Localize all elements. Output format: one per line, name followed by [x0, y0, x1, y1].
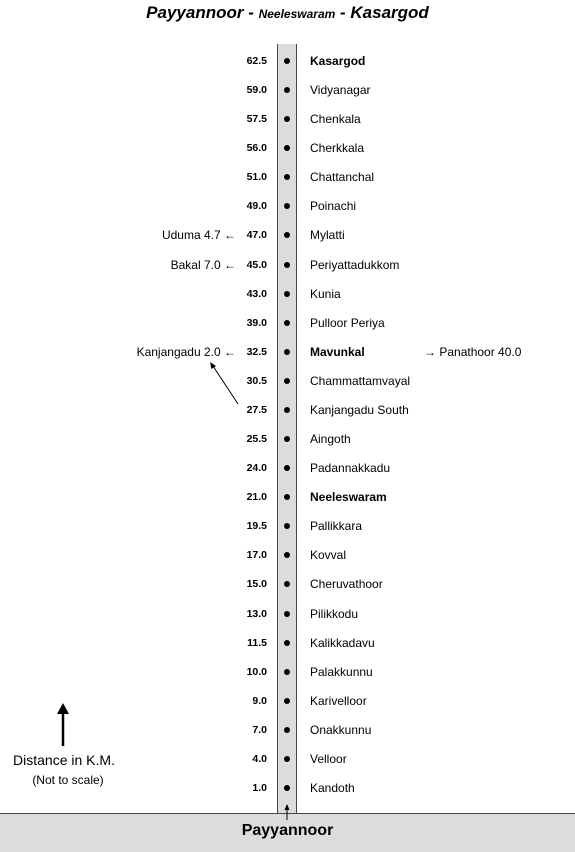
station-distance: 13.0 — [246, 607, 267, 620]
station-dot — [284, 174, 290, 180]
station-name: Padannakkadu — [310, 461, 391, 476]
station-row — [0, 313, 575, 333]
station-dot — [284, 349, 290, 355]
station-dot — [284, 640, 290, 646]
station-row — [0, 720, 575, 740]
station-name: Chattanchal — [310, 170, 375, 185]
branch-left-label: Uduma 4.7 — [161, 228, 221, 243]
station-name: Vidyanagar — [310, 83, 371, 98]
station-row — [0, 574, 575, 594]
station-row — [0, 604, 575, 624]
branch-left — [137, 342, 236, 362]
station-distance: 30.5 — [246, 374, 267, 387]
page-title — [0, 3, 575, 23]
station-name: Mylatti — [310, 228, 345, 243]
branch-right — [424, 342, 521, 362]
station-distance: 11.5 — [247, 636, 267, 649]
station-row — [0, 545, 575, 565]
station-row — [0, 487, 575, 507]
station-row — [0, 167, 575, 187]
station-name: Neeleswaram — [310, 490, 387, 505]
station-name: Pulloor Periya — [310, 315, 385, 330]
station-distance: 9.0 — [252, 694, 267, 707]
station-name: Poinachi — [310, 199, 357, 214]
station-name: Kanjangadu South — [310, 402, 409, 417]
branch-diagonal-arrow-head — [210, 362, 216, 369]
branch-left-label: Kanjangadu 2.0 — [136, 344, 221, 359]
station-dot — [284, 436, 290, 442]
station-name: Onakkunnu — [310, 722, 372, 737]
station-distance: 25.5 — [246, 433, 267, 446]
station-distance: 39.0 — [246, 316, 267, 329]
station-distance: 10.0 — [246, 665, 267, 678]
branch-left-label: Bakal 7.0 — [170, 257, 221, 272]
branch-left — [162, 225, 236, 245]
station-row — [0, 400, 575, 420]
station-name: Aingoth — [310, 432, 351, 447]
station-distance: 24.0 — [246, 462, 267, 475]
title-separator: - — [335, 3, 351, 22]
station-name: Mavunkal — [310, 344, 365, 359]
station-distance: 4.0 — [252, 752, 267, 765]
station-row — [0, 80, 575, 100]
station-dot — [284, 756, 290, 762]
station-name: Kandoth — [310, 781, 355, 795]
origin-label: Payyannoor — [241, 822, 334, 839]
station-name: Kovval — [310, 548, 347, 563]
title-separator: - — [243, 3, 259, 22]
station-row — [0, 255, 575, 275]
station-distance: 43.0 — [246, 287, 267, 300]
station-dot — [284, 145, 290, 151]
station-dot — [284, 58, 290, 64]
station-name: Cheruvathoor — [310, 577, 383, 592]
station-dot — [284, 552, 290, 558]
station-distance: 21.0 — [246, 491, 267, 504]
station-row — [0, 138, 575, 158]
station-dot — [284, 262, 290, 268]
arrow-left-icon: ← — [220, 257, 236, 272]
station-dot — [284, 523, 290, 529]
station-distance: 15.0 — [246, 578, 267, 591]
station-name: Chenkala — [310, 112, 361, 127]
station-dot — [284, 203, 290, 209]
station-dot — [284, 465, 290, 471]
title-from: Payyannoor — [146, 3, 244, 22]
legend-note: (Not to scale) — [32, 773, 104, 787]
station-distance: 62.5 — [246, 55, 267, 67]
station-dot — [284, 87, 290, 93]
title-to: Kasargod — [350, 3, 429, 22]
title-via: Neeleswaram — [258, 7, 336, 21]
station-dot — [284, 378, 290, 384]
station-distance: 32.5 — [246, 345, 267, 358]
station-row — [0, 51, 575, 71]
station-distance: 47.0 — [246, 229, 267, 242]
station-name: Karivelloor — [310, 693, 367, 708]
station-dot — [284, 116, 290, 122]
station-name: Kunia — [310, 286, 341, 301]
station-dot — [284, 581, 290, 587]
station-row — [0, 691, 575, 711]
station-dot — [284, 698, 290, 704]
station-name: Cherkkala — [310, 141, 365, 156]
station-row — [0, 516, 575, 536]
legend-label: Distance in K.M. — [13, 752, 115, 768]
station-dot — [284, 232, 290, 238]
station-name: Palakkunnu — [310, 664, 373, 679]
station-row — [0, 196, 575, 216]
station-distance: 59.0 — [246, 84, 267, 97]
station-row — [0, 371, 575, 391]
station-dot — [284, 727, 290, 733]
station-distance: 1.0 — [252, 782, 267, 794]
station-dot — [284, 407, 290, 413]
station-dot — [284, 611, 290, 617]
station-row — [0, 109, 575, 129]
station-distance: 57.5 — [246, 113, 267, 126]
station-dot — [284, 785, 290, 791]
station-name: Pilikkodu — [310, 606, 359, 621]
station-distance: 45.0 — [246, 258, 267, 271]
station-row — [0, 633, 575, 653]
arrow-left-icon: ← — [220, 228, 236, 243]
station-row — [0, 342, 575, 362]
station-distance: 27.5 — [246, 403, 267, 416]
station-distance: 19.5 — [246, 520, 267, 533]
station-distance: 51.0 — [246, 171, 267, 184]
branch-left — [171, 255, 236, 275]
arrow-right-icon: → — [424, 344, 440, 359]
station-row — [0, 458, 575, 478]
station-distance: 49.0 — [246, 200, 267, 213]
station-row — [0, 429, 575, 449]
station-dot — [284, 291, 290, 297]
station-name: Chammattamvayal — [310, 373, 411, 388]
station-dot — [284, 494, 290, 500]
station-dot — [284, 669, 290, 675]
station-distance: 56.0 — [246, 142, 267, 155]
station-distance: 17.0 — [246, 549, 267, 562]
station-row — [0, 284, 575, 304]
station-distance: 7.0 — [252, 723, 267, 736]
station-name: Pallikkara — [310, 519, 363, 534]
station-row — [0, 662, 575, 682]
station-name: Kasargod — [310, 54, 366, 68]
station-dot — [284, 320, 290, 326]
station-name: Velloor — [310, 751, 347, 766]
arrow-left-icon: ← — [220, 344, 236, 359]
station-name: Kalikkadavu — [310, 635, 375, 650]
station-row — [0, 225, 575, 245]
station-name: Periyattadukkom — [310, 257, 400, 272]
branch-right-label: Panathoor 40.0 — [439, 344, 522, 359]
